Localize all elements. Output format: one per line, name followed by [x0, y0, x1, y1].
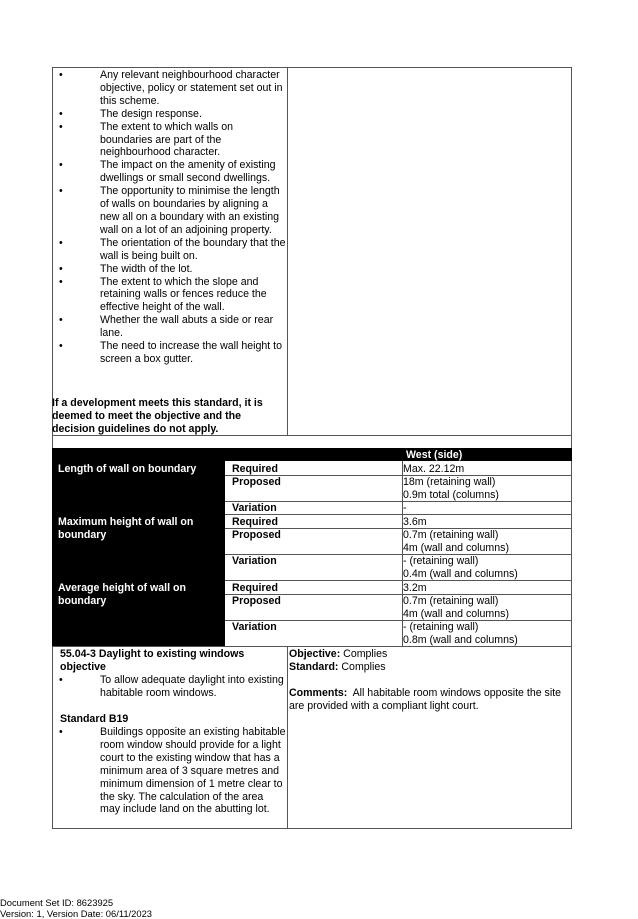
- comments: [289, 687, 565, 713]
- guideline-item: • The impact on the amenity of existing dwellings or small second dwellings.: [56, 159, 288, 185]
- document-set-id: Document Set ID: 8623925: [0, 897, 114, 908]
- label-required: Required: [232, 463, 278, 475]
- guideline-item: • The orientation of the boundary that the wall is being built on.: [56, 237, 288, 263]
- value-required: 3.2m: [403, 582, 427, 594]
- guideline-item: • The need to increase the wall height to screen a box gutter.: [56, 340, 288, 366]
- value-proposed: 0.7m (retaining wall): [403, 529, 499, 541]
- value-required: Max. 22.12m: [403, 463, 465, 475]
- label-proposed: Proposed: [232, 529, 281, 541]
- guideline-item: • Whether the wall abuts a side or rear lane.: [56, 314, 288, 340]
- value-required: 3.6m: [403, 516, 427, 528]
- row-name-max-height: Maximum height of wall on boundary: [58, 516, 194, 541]
- label-required: Required: [232, 516, 278, 528]
- standard-b19-heading: Standard B19: [60, 713, 129, 725]
- objective-label: Objective:: [289, 648, 341, 660]
- objective-bullet-text: To allow adequate daylight into existing habitable room windows.: [100, 674, 284, 699]
- column-header-west: West (side): [406, 449, 463, 461]
- value-proposed: 4m (wall and columns): [403, 608, 509, 620]
- standard-label: Standard:: [289, 661, 339, 673]
- guideline-item: • The opportunity to minimise the length of walls on boundaries by aligning a new all on a boundary with an existing wall on a lot of an adjoining property.: [56, 185, 288, 237]
- value-variation: 0.8m (wall and columns): [403, 634, 518, 646]
- guideline-item: • The extent to which walls on boundaries are part of the neighbourhood character.: [56, 121, 288, 160]
- table-header-bar: [52, 448, 572, 461]
- row-name-avg-height: Average height of wall on boundary: [58, 582, 186, 607]
- value-variation: 0.4m (wall and columns): [403, 568, 518, 580]
- label-proposed: Proposed: [232, 476, 281, 488]
- version-line: Version: 1, Version Date: 06/11/2023: [0, 908, 153, 919]
- value-proposed: 4m (wall and columns): [403, 542, 509, 554]
- spacer-row: [52, 435, 572, 449]
- value-variation: - (retaining wall): [403, 621, 479, 633]
- label-variation: Variation: [232, 621, 277, 633]
- objective-status: [289, 648, 387, 661]
- column-divider: [287, 646, 288, 829]
- daylight-heading: 55.04-3 Daylight to existing windows objective: [60, 648, 245, 673]
- guideline-item: • The extent to which the slope and retaining walls or fences reduce the effective height of the wall.: [56, 276, 288, 315]
- comments-label: Comments:: [289, 687, 348, 699]
- row-name-length: Length of wall on boundary: [58, 463, 197, 475]
- value-variation: -: [403, 502, 407, 514]
- objective-value: Complies: [340, 648, 388, 660]
- bullet: •: [59, 726, 63, 738]
- label-variation: Variation: [232, 555, 277, 567]
- guideline-item: • Any relevant neighbourhood character objective, policy or statement set out in this scheme.: [56, 69, 288, 108]
- decision-guidelines-list: [56, 69, 288, 366]
- comments-value: All habitable room windows opposite the site are provided with a compliant light court.: [289, 687, 564, 712]
- value-proposed: 0.7m (retaining wall): [403, 595, 499, 607]
- bullet: •: [59, 674, 63, 686]
- row-label-band: [52, 461, 225, 647]
- standard-status: [289, 661, 386, 674]
- label-variation: Variation: [232, 502, 277, 514]
- guideline-item: • The width of the lot.: [56, 263, 288, 276]
- standard-bullet-text: Buildings opposite an existing habitable room window should provide for a light court to the existing window that has a minimum area of 3 square metres and minimum dimension of 1 metre clear to the sky. The calculation of the area may include land on the abutting lot.: [100, 726, 286, 816]
- value-proposed: 0.9m total (columns): [403, 489, 499, 501]
- label-required: Required: [232, 582, 278, 594]
- label-proposed: Proposed: [232, 595, 281, 607]
- value-proposed: 18m (retaining wall): [403, 476, 496, 488]
- value-variation: - (retaining wall): [403, 555, 479, 567]
- guideline-item: • The design response.: [56, 108, 288, 121]
- standard-note: If a development meets this standard, it is deemed to meet the objective and the decision guidelines do not apply.: [52, 397, 263, 435]
- standard-value: Complies: [338, 661, 386, 673]
